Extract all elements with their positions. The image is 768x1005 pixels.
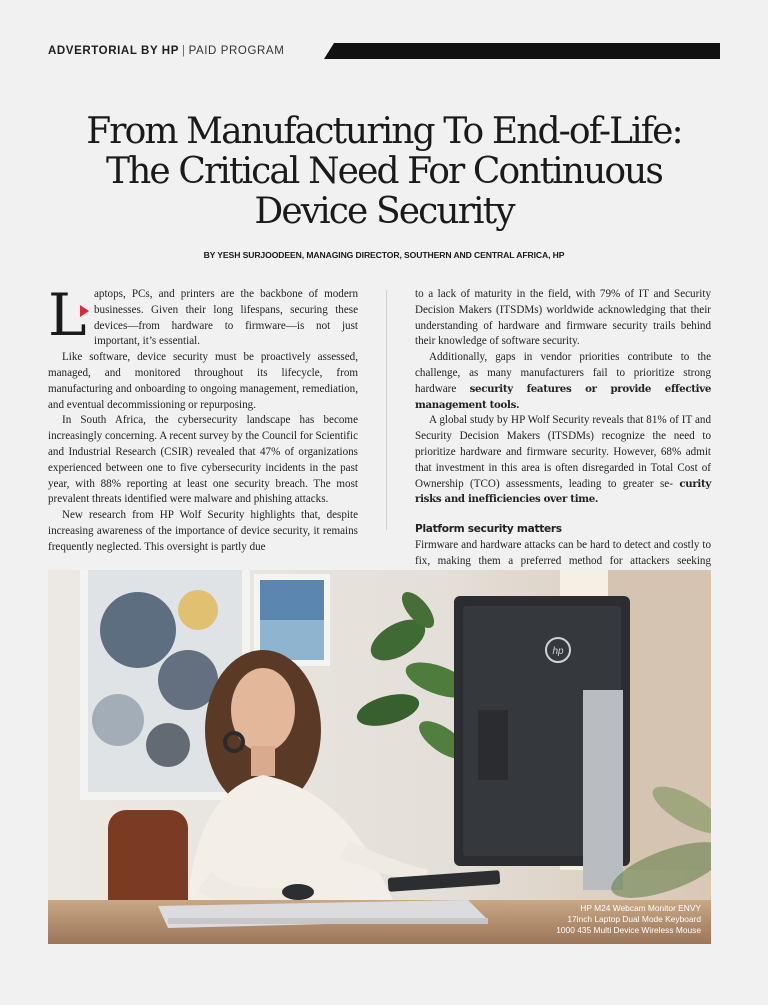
paragraph-7-text: A global study by HP Wolf Security reveals that 81% of IT and Security Decision Makers (ITSDMs) recognize the need to prioritize hardware and firmware security. However, 68% admit that investment in this area is often disregarded in Total Cost of Ownership (TCO) assessments, leading to greater se- (415, 414, 711, 490)
caption-line-1: HP M24 Webcam Monitor ENVY (580, 903, 701, 913)
caption-line-2: 17inch Laptop Dual Mode Keyboard (567, 914, 701, 924)
paragraph-5: to a lack of maturity in the field, with 79% of IT and Security Decision Makers (ITSDMs) worldwide acknowledging that their understanding of hardware and firmware security trails behind their knowledge of software security. (415, 288, 711, 348)
paragraph-7 (415, 413, 711, 508)
paragraph-intro (48, 281, 358, 350)
subheading-platform-security: Platform security matters (415, 523, 562, 536)
article-title (60, 112, 708, 232)
svg-text:hp: hp (552, 646, 564, 657)
paragraph-7-highlight: curity risks and inefficiencies over time. (415, 477, 712, 506)
paragraph-6-text: Additionally, gaps in vendor priorities contribute to the challenge, as many manufacturers fail to prioritize strong hardware (415, 351, 711, 395)
paragraph-1-text: aptops, PCs, and printers are the backbone of modern businesses. Given their long lifespans, securing these devices—from hardware to firmware—is not just important, it’s essential. (94, 288, 358, 348)
title-line-1: From Manufacturing To End-of-Life: (86, 111, 682, 152)
title-line-3: Device Security (254, 191, 514, 232)
header-row (48, 43, 720, 59)
paragraph-6 (415, 350, 711, 413)
paragraph-3: In South Africa, the cybersecurity landscape has become increasingly concerning. A recent survey by the Council for Scientific and Industrial Research (CSIR) revealed that 47% of organizations experienced between one to five cybersecurity incidents in the past year, with 88% reporting at least one security breach. The most prevalent threats identified were malware and phishing attacks. (48, 414, 358, 506)
office-scene-illustration (48, 570, 711, 944)
title-line-2: The Critical Need For Continuous (106, 151, 662, 192)
article-column-left (48, 281, 358, 556)
header-separator: | (181, 45, 186, 57)
paid-program-label: PAID PROGRAM (188, 45, 285, 57)
paragraph-2: Like software, device security must be proactively assessed, managed, and monitored throughout its lifecycle, from manufacturing and onboarding to ongoing management, remediation, and eventual decommissioning or repurposing. (48, 351, 358, 411)
paragraph-4: New research from HP Wolf Security highlights that, despite increasing awareness of the importance of device security, it remains frequently neglected. This oversight is partly due (48, 509, 358, 553)
column-divider (386, 290, 387, 530)
red-triangle-icon (80, 305, 89, 317)
paragraph-6-highlight: security features or provide effective management tools. (415, 382, 712, 411)
dropcap-letter: L (48, 281, 87, 349)
advertorial-by-hp: ADVERTORIAL BY HP (48, 45, 179, 57)
paragraph-8: Firmware and hardware attacks can be hard to detect and costly to fix, making them a preferred method for attackers seeking (415, 538, 711, 567)
photo-caption (556, 903, 701, 936)
dropcap (48, 281, 90, 349)
header-black-bar (324, 43, 720, 59)
hero-photo (48, 570, 711, 944)
caption-line-3: 1000 435 Multi Device Wireless Mouse (556, 925, 701, 935)
article-column-right (415, 287, 711, 585)
byline: BY YESH SURJOODEEN, MANAGING DIRECTOR, SOUTHERN AND CENTRAL AFRICA, HP (203, 250, 565, 260)
